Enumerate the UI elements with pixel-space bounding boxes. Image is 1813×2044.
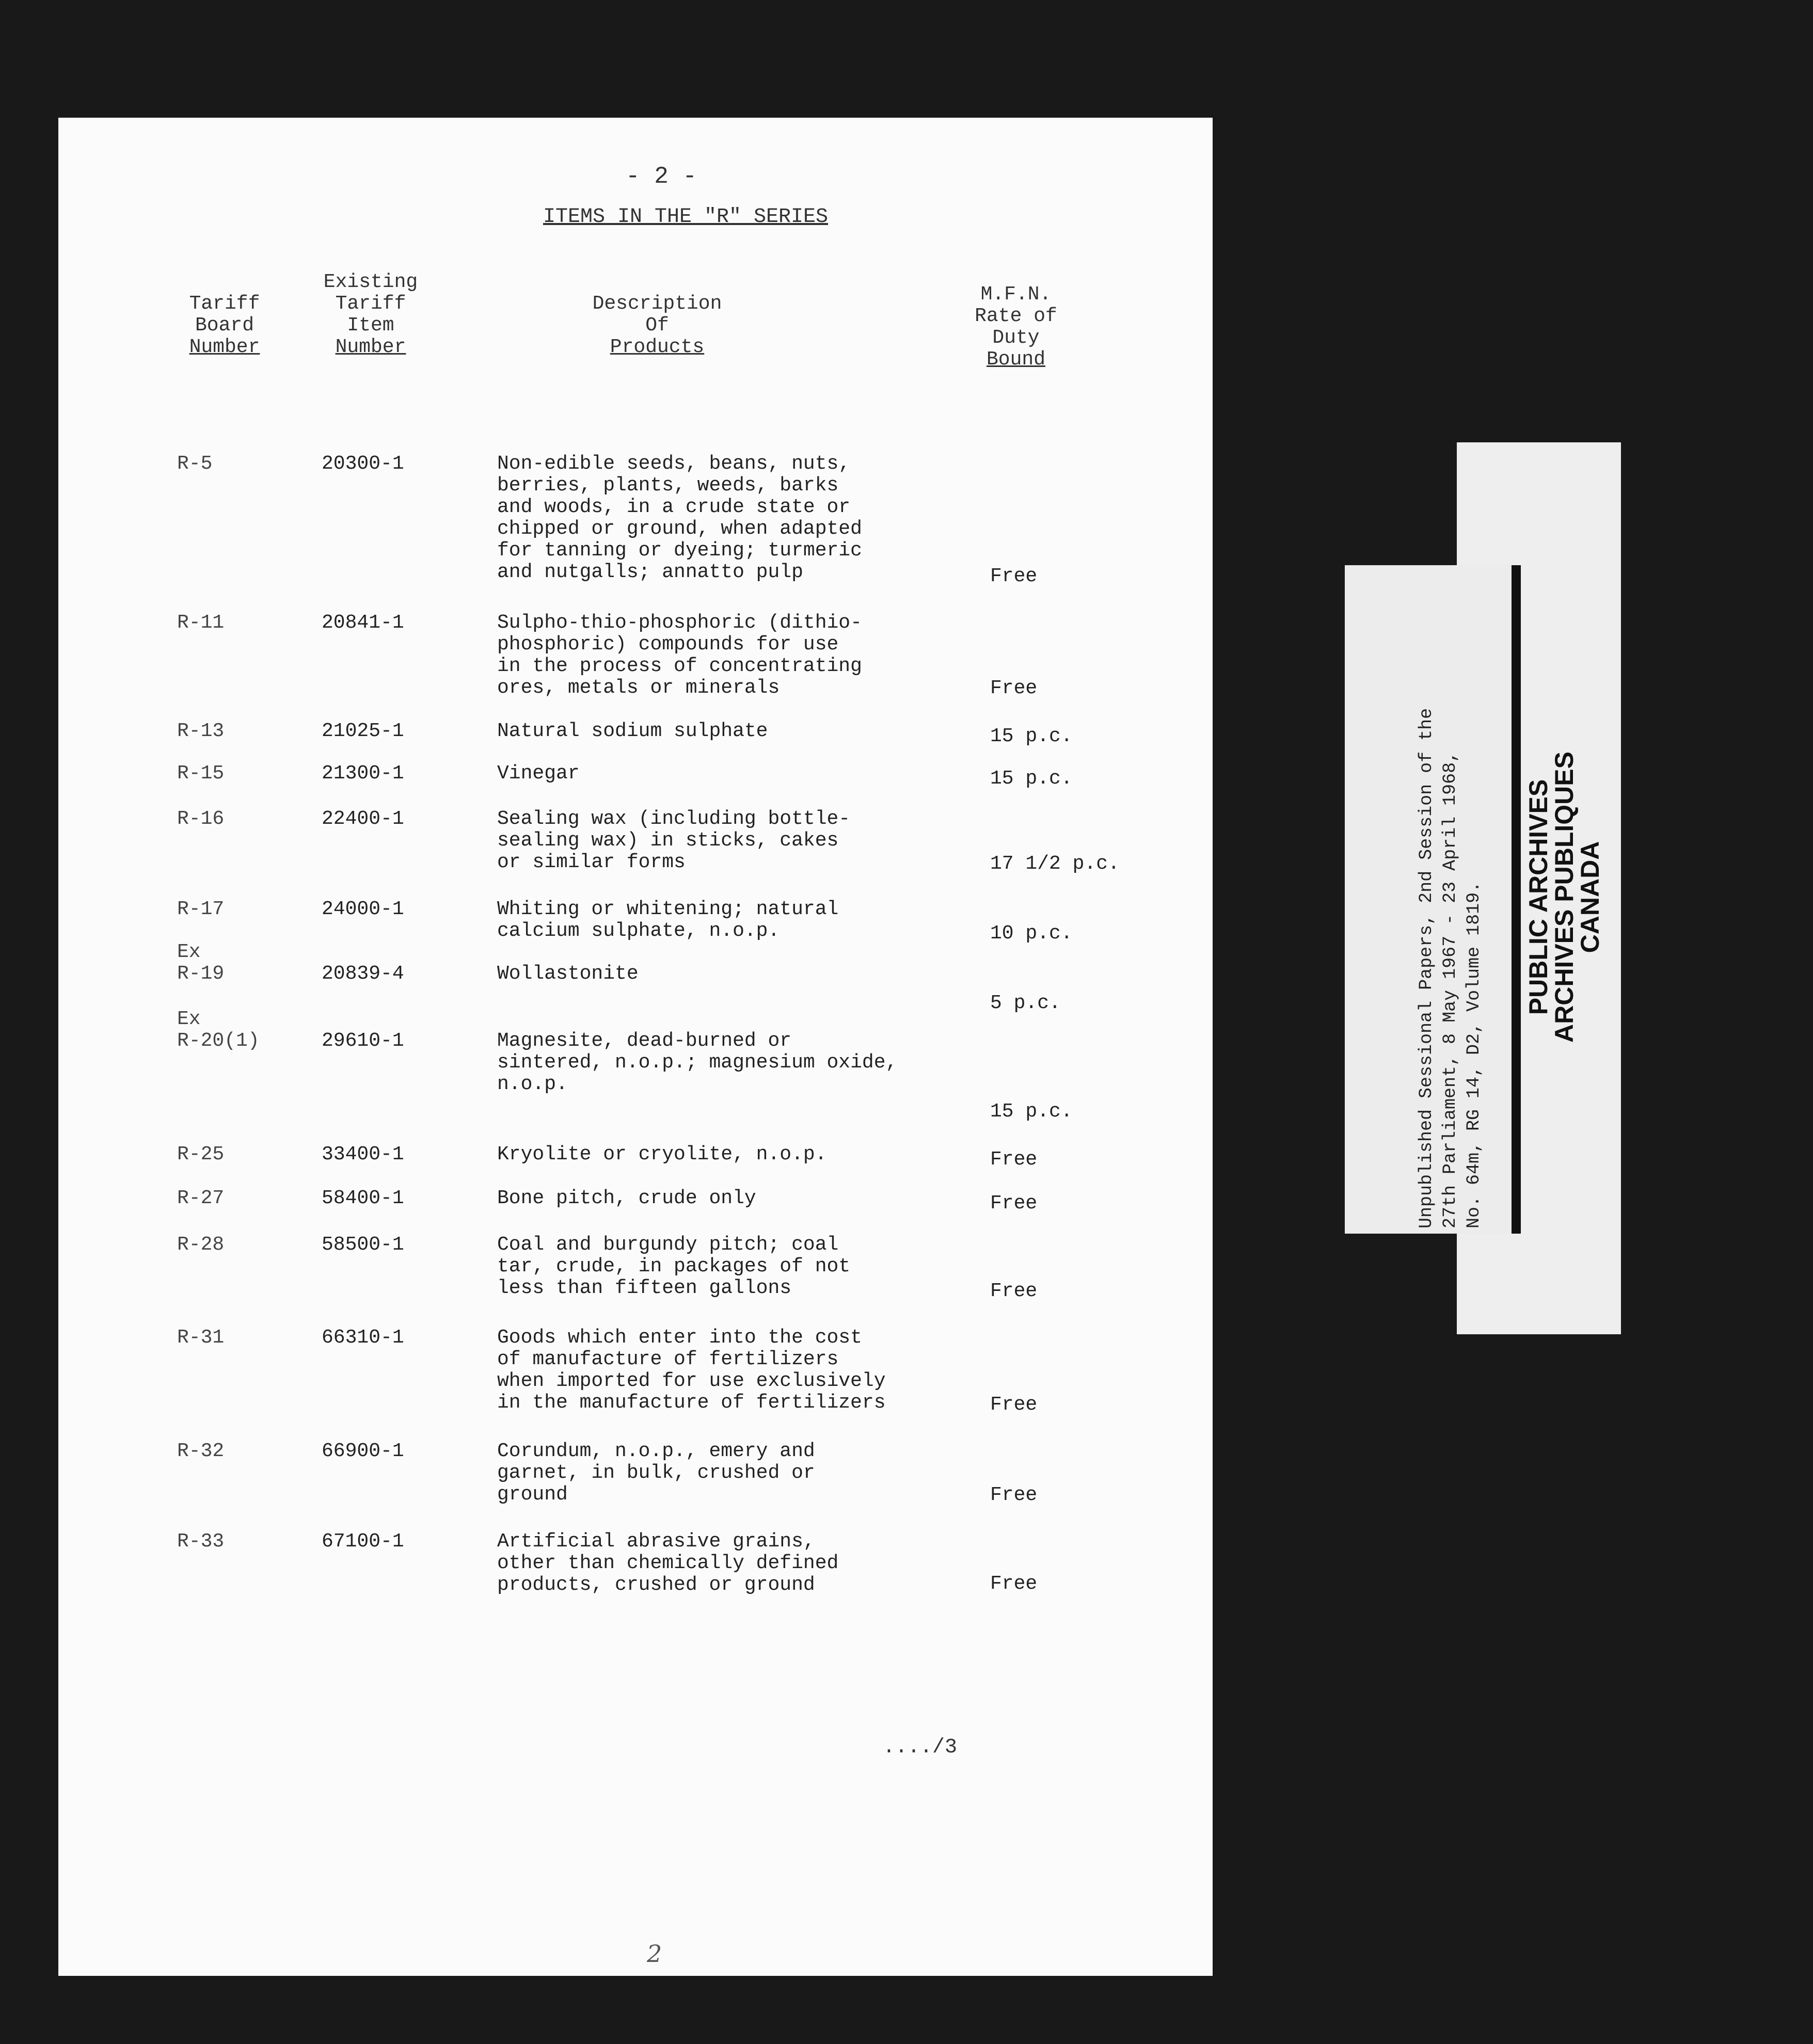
tariff-item-number: 20300-1 <box>322 453 404 475</box>
tariff-board-number: Ex R-19 <box>177 941 225 985</box>
page-title <box>479 205 892 229</box>
tariff-item-number: 21300-1 <box>322 762 404 785</box>
product-description: Non-edible seeds, beans, nuts, berries, plants, weeds, barks and woods, in a crude state or chipped or ground, when adapted for tanning or dyeing; turmeric and nutgalls; annatto pulp <box>497 453 862 583</box>
tariff-item-number: 33400-1 <box>322 1143 404 1165</box>
duty-rate: 15 p.c. <box>990 768 1073 790</box>
header-board <box>173 293 276 358</box>
tariff-board-number: R-13 <box>177 720 225 742</box>
duty-rate: 17 1/2 p.c. <box>990 853 1120 875</box>
duty-rate: Free <box>990 565 1038 587</box>
tariff-item-number: 20839-4 <box>322 963 404 985</box>
tariff-board-number: R-28 <box>177 1234 225 1256</box>
header-desc-line: Products <box>610 336 705 358</box>
duty-rate: Free <box>990 1192 1038 1215</box>
archive-note-line: Unpublished Sessional Papers, 2nd Session of the <box>1416 708 1437 1228</box>
duty-rate: Free <box>990 1573 1038 1595</box>
product-description: Magnesite, dead-burned or sintered, n.o.p.; magnesium oxide, n.o.p. <box>497 1030 898 1095</box>
product-description: Coal and burgundy pitch; coal tar, crude, in packages of not less than fifteen gallons <box>497 1234 851 1299</box>
header-rate-line: Rate of <box>975 305 1057 327</box>
tariff-board-number: R-32 <box>177 1440 225 1462</box>
tariff-board-number: R-5 <box>177 453 213 475</box>
product-description: Kryolite or cryolite, n.o.p. <box>497 1143 827 1165</box>
header-item-line: Tariff <box>335 293 406 315</box>
product-description: Wollastonite <box>497 963 639 985</box>
tariff-board-number: R-15 <box>177 762 225 785</box>
archive-note-line: No. 64m, RG 14, D2, Volume 1819. <box>1464 881 1484 1228</box>
tariff-board-number: Ex R-20(1) <box>177 1008 260 1052</box>
tariff-board-number: R-11 <box>177 612 225 634</box>
duty-rate: Free <box>990 1280 1038 1302</box>
tariff-board-number: R-25 <box>177 1143 225 1165</box>
tariff-item-number: 22400-1 <box>322 808 404 830</box>
archives-stamp-line: CANADA <box>1576 841 1604 953</box>
handwritten-page-number: 2 <box>647 1940 662 1968</box>
duty-rate: Free <box>990 677 1038 699</box>
duty-rate: Free <box>990 1148 1038 1171</box>
header-board-line: Tariff <box>189 293 260 315</box>
continuation-marker: ..../3 <box>883 1736 958 1759</box>
duty-rate: 15 p.c. <box>990 1100 1073 1123</box>
tariff-board-number: R-16 <box>177 808 225 830</box>
product-description: Whiting or whitening; natural calcium sulphate, n.o.p. <box>497 898 839 942</box>
duty-rate: Free <box>990 1394 1038 1416</box>
tariff-item-number: 66900-1 <box>322 1440 404 1462</box>
header-description <box>575 293 740 358</box>
tariff-item-number: 20841-1 <box>322 612 404 634</box>
tariff-board-number: R-31 <box>177 1327 225 1349</box>
product-description: Sealing wax (including bottle- sealing wax) in sticks, cakes or similar forms <box>497 808 851 873</box>
duty-rate: 5 p.c. <box>990 992 1061 1014</box>
archives-stamp-line: ARCHIVES PUBLIQUES <box>1550 752 1579 1043</box>
archives-stamp-line: PUBLIC ARCHIVES <box>1524 779 1553 1015</box>
header-item <box>311 272 430 358</box>
header-item-line: Item <box>347 314 394 337</box>
tariff-board-number: R-17 <box>177 898 225 920</box>
header-desc-line: Description <box>592 293 722 315</box>
header-rate <box>964 284 1068 371</box>
tariff-item-number: 58500-1 <box>322 1234 404 1256</box>
product-description: Natural sodium sulphate <box>497 720 768 742</box>
tariff-item-number: 58400-1 <box>322 1187 404 1209</box>
archive-note-line: 27th Parliament, 8 May 1967 - 23 April 1968, <box>1440 751 1460 1228</box>
duty-rate: 15 p.c. <box>990 725 1073 747</box>
tariff-item-number: 66310-1 <box>322 1327 404 1349</box>
header-rate-line: Bound <box>986 348 1046 371</box>
header-board-line: Board <box>195 314 255 337</box>
document-page <box>58 118 1213 1976</box>
duty-rate: Free <box>990 1484 1038 1506</box>
tariff-item-number: 29610-1 <box>322 1030 404 1052</box>
header-item-line: Number <box>335 336 406 358</box>
page-number: - 2 - <box>625 163 697 190</box>
archives-stamp <box>1525 752 1603 1043</box>
product-description: Sulpho-thio-phosphoric (dithio- phosphoric) compounds for use in the process of concentrating ores, metals or minerals <box>497 612 862 699</box>
product-description: Vinegar <box>497 762 580 785</box>
tariff-item-number: 21025-1 <box>322 720 404 742</box>
header-board-line: Number <box>189 336 260 358</box>
archive-note <box>1414 708 1486 1228</box>
tariff-item-number: 24000-1 <box>322 898 404 920</box>
header-item-line: Existing <box>323 271 418 293</box>
product-description: Bone pitch, crude only <box>497 1187 756 1209</box>
page-title-text: ITEMS IN THE "R" SERIES <box>543 205 829 229</box>
header-desc-line: Of <box>645 314 669 337</box>
header-rate-line: M.F.N. <box>980 283 1052 306</box>
tariff-board-number: R-33 <box>177 1530 225 1553</box>
header-rate-line: Duty <box>992 327 1040 349</box>
tariff-item-number: 67100-1 <box>322 1530 404 1553</box>
duty-rate: 10 p.c. <box>990 922 1073 945</box>
product-description: Corundum, n.o.p., emery and garnet, in bulk, crushed or ground <box>497 1440 815 1506</box>
product-description: Goods which enter into the cost of manufacture of fertilizers when imported for use exclusively in the manufacture of fertilizers <box>497 1327 886 1414</box>
tariff-board-number: R-27 <box>177 1187 225 1209</box>
product-description: Artificial abrasive grains, other than chemically defined products, crushed or ground <box>497 1530 839 1596</box>
